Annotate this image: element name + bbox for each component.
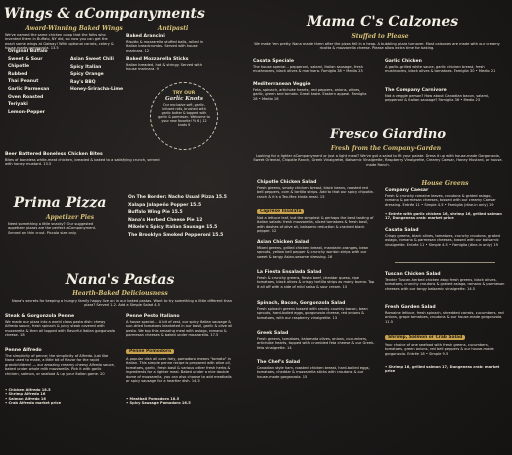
- salad-6-name: The Chef's Salad: [257, 360, 300, 365]
- wings-flavors-right: [70, 56, 123, 94]
- divider-flourish: [395, 262, 495, 263]
- alfredo-adds: • Chicken Alfredo 18.5 • Shrimp Alfredo 16 • Salmon Alfredo 16 • Crab Alfredo market price: [5, 388, 62, 406]
- wings-subtitle: Award-Winning Baked Wings: [25, 25, 123, 32]
- salad-5-name: Greek Salad: [257, 331, 289, 336]
- steak-title: Steak & Gorgonzola Penne: [5, 314, 75, 319]
- wings-flavors-left: [8, 48, 49, 116]
- steak-desc: We made our pizza into a world class pasta dish: chewy Alfredo sauce, fresh spinach & juicy steak covered with mozzarella & then all topped with flavorful Italian gorgonzola cheese. 18: [5, 320, 115, 338]
- pastas-intro: Nana's secrets for keeping a hungry family happy live on in our baked pastas. Want to try something a little different than pizza? Served 1-2. Add a Simple Salad 4.5: [12, 299, 232, 308]
- flavor-r4: Honey-Sriracha-Lime: [70, 87, 124, 93]
- wings-title: Wings & aCompanyments: [4, 6, 205, 22]
- salad-2-desc: Mixed greens, grilled chicken breast, mandarin oranges, bean sprouts, yellow bell pepper & crunchy wonton strips with our sweet & tangy Asian-sesame dressing. 16: [257, 246, 369, 259]
- pizza-subtitle: Appetizer Pies: [45, 214, 95, 221]
- flavor-r3: Ray's BBQ: [70, 79, 96, 85]
- salad-0-name: Chipotle Chicken Salad: [257, 180, 317, 185]
- salad-5-desc: Fresh greens, tomatoes, kalamata olives, onions, cucumbers, artichoke hearts, topped with crumbled feta cheese & our Greek-feta vinaigrette. 14: [257, 337, 375, 350]
- garlic-desc: Our exclusive soft, garlic-infused rolls, brushed with garlic butter & topped with garlic & parmesan. Welcome to your new favorite! ½ 6 | 12 knots 9: [158, 103, 210, 127]
- shrimp-desc: Your choice of one seafood with fresh greens, cucumbers, tomatoes, green onions, red bell peppers & our house-made gorgonzola. Entrée 18 • Simple 9.5: [385, 343, 494, 356]
- pomodoro-desc: A popular dish all over Italy, pomodoro means "tomato" in Italian. This simple penne recipe is prepared with olive oil, tomatoes, garlic, fresh basil & various other fresh herbs & ingredients for a lighter meal. Baked under a nice double dome of mozzarella, you can also choose to add meatballs or spicy sausage for a heartier dish. 14.5: [126, 357, 232, 384]
- flavor-8: Lemon-Pepper: [8, 109, 45, 115]
- pizza-item-2: Buffalo Wing Pie 15.5: [128, 210, 183, 216]
- pizza-items: [128, 194, 227, 240]
- flavor-r2: Spicy Orange: [70, 72, 104, 78]
- giardino-subtitle: Fresh from the Company-Garden: [330, 145, 442, 152]
- pesto-desc: A house special... A bit of zest, our spicy Italian sausage & sun-dried tomatoes blanketed in our basil, garlic & olive oil pesto. We top this amazing meal with asiago, romano & parmesan cheeses & baked under mozzarella. 17.5: [126, 320, 233, 338]
- mozz-desc: Italian breaded, hot & stringy. Served with house marinara. 9: [126, 63, 202, 72]
- flavor-r0: Asian Sweet Chili: [70, 57, 114, 62]
- garlic-title: Garlic Knots: [165, 96, 203, 102]
- antipasti-subtitle: Antipasti: [157, 25, 189, 32]
- flavor-5: Garlic Parmesan: [8, 86, 50, 92]
- salad-1-desc: Not a lettuce leaf, but the simplest & perhaps the best tasting of Italian salads: fresh mozzarella, sliced tomatoes & fresh basil, with dashes of olive oil, balsamic reduction & cracked black pepper. 12: [257, 216, 374, 234]
- casata-desc: The house special... pepperoni, salami, Italian sausage, fresh mushrooms, black olives & marinara. Famiglia 38 • Medio 23: [253, 65, 363, 74]
- flavor-6: Oven Roasted: [8, 94, 44, 100]
- med-desc: Feta, spinach, artichoke hearts, red peppers, onions, olives, garlic, green and tomato. Great taste. Eastern appeal. Famiglia 28 • Medio 18: [253, 88, 367, 101]
- arancini-desc: Risotto & mozzarella stuffed balls, rolled in Italian breadcrumbs. Served with house marinara. 12: [126, 40, 204, 53]
- caesar-title: Company Caesar: [385, 188, 429, 193]
- calzones-subtitle: Stuffed to Please: [351, 33, 409, 40]
- pastas-subtitle: Hearth-Baked Deliciousness: [72, 290, 168, 297]
- flavor-0: Original Buffalo: [8, 49, 48, 54]
- salad-3-name: La Fiesta Ensalada Salad: [257, 270, 322, 275]
- garlic-calzone-desc: A garlic-grilled white sauce, garlic chicken breast, fresh mushrooms, black olives & tomatoes. Famiglia 30 • Medio 21: [385, 65, 496, 74]
- pizza-title: Prima Pizza: [13, 195, 107, 211]
- flavor-7: Teriyaki: [8, 102, 28, 108]
- calzones-intro: We make 'em pretty. Nana made them after the pizza fell in a heap. A bubbling pizza turnover. Most calzones are made with our creamy ricotta & mozzarella cheese. Please allow extra time for baking.: [254, 42, 500, 51]
- salad-0-desc: Fresh greens, smoky chicken breast, black beans, roasted red bell peppers, corn & tortilla strips. Add to that our spicy chipotle-ranch & it's a Tex-Mex kinda meal. 15: [257, 186, 374, 199]
- bites-title: Beer Battered Boneless Chicken Bites: [5, 152, 103, 157]
- pizza-item-4: Mikele's Spicy Italian Sausage 15.5: [128, 225, 218, 231]
- carnivore-desc: Not a veggie person? How about Canadian bacon, salami, pepperoni & Italian sausage? Famiglia 36 • Medio 23: [385, 94, 490, 103]
- tuscan-title: Tuscan Chicken Salad: [385, 272, 441, 277]
- shrimp-adds: • Shrimp 16, grilled salmon 17, Dungeness crab: market price: [385, 365, 500, 374]
- pizza-item-3: Nana's Herbed Cheese Pie 12: [128, 217, 203, 223]
- flavor-r1: Spicy Italian: [70, 64, 102, 70]
- salad-6-desc: Canadian style ham, roasted chicken breast, hard-boiled eggs, tomatoes, cheddar & mozzarella sticks with croutons & our house-made gorgonzola. 15: [257, 366, 370, 379]
- flavor-3: Rubbed: [8, 71, 28, 77]
- salad-4-name: Spinach, Bacon, Gorgonzola Salad: [257, 301, 346, 306]
- house-greens-label: House Greens: [421, 180, 469, 187]
- salad-3-desc: Fresh & crunchy greens, fiesta beef, cheddar queso, ripe tomatoes, black olives & crispy tortilla strips as many bueno. Top it all off with a side of mild salsa & sour cream. 15: [257, 276, 375, 289]
- arancini-title: Baked Arancini: [126, 34, 165, 39]
- pizza-intro: Need something a little snacky? Our suggested appetizer pizzas are the perfect aCompanyment. Served on thin crust. Piccolo size only.: [8, 222, 97, 235]
- bites-desc: Bites of boneless white-meat chicken, breaded & baked to a satisfying crunch, served with honey mustard. 13.5: [5, 158, 160, 167]
- carnivore-title: The Company Carnivore: [385, 88, 447, 93]
- wings-intro: We've named the same chicken coop that the folks who invented them in Buffalo, NY did, so now you can get the exact same wings at Galway! With optional carrots, celery & house-made gorgonzola. 13.5: [5, 33, 114, 51]
- garden-title: Fresh Garden Salad: [385, 305, 436, 310]
- flavor-4: Thai Peanut: [8, 79, 39, 85]
- alfredo-title: Penne Alfredo: [5, 348, 42, 353]
- mozz-title: Baked Mozzarella Sticks: [126, 57, 189, 62]
- calzones-title: Mama C's Calzones: [306, 14, 459, 30]
- alfredo-desc: The simplicity of penne; the simplicity of Alfredo. Just like Nana used to make, a little bit of flavor for the rapid grandchildren! — our amazing creamy cheesy Alfredo sauce, baked under whole milk mozzarella. Pick it with garlic chicken, salmon, or seafood & up your Italian game. 20: [5, 354, 115, 376]
- med-title: Mediterranean Veggie: [253, 82, 311, 87]
- salad-2-name: Asian Chicken Salad: [257, 240, 310, 245]
- pizza-item-0: On The Border: Nacho Usual Pizza 15.5: [128, 195, 227, 200]
- pastas-title: Nana's Pastas: [65, 272, 175, 288]
- casata-salad-desc: Crispy greens, black olives, tomatoes, crunchy croutons, grated asiago, romano & parmesan cheeses, tossed with our balsamic vinaigrette. Entrée 11 • Simple 4.5 • Famiglia (dine-in only) 19: [385, 234, 500, 247]
- giardino-title: Fresco Giardino: [329, 127, 447, 142]
- pizza-item-5: The Brooklyn Smoked Pepperoni 15.5: [128, 232, 224, 238]
- caesar-adds: • Entrée with garlic chicken 16, shrimp 16, grilled salmon 17, Dungeness crab: market price: [385, 212, 502, 221]
- casata-salad-title: Casata Salad: [385, 228, 419, 233]
- pomodoro-adds: • Meatball Pomodoro 18.5 • Spicy Sausage Pomodoro 16.5: [126, 397, 191, 406]
- salad-1-name: Caprese Insalata: [257, 209, 304, 214]
- pizza-item-1: Xalapa Jalapeño Popper 15.5: [128, 202, 202, 208]
- garlic-calzone-title: Garlic Chicken: [385, 59, 422, 64]
- garlic-top: TRY OUR: [172, 91, 196, 96]
- casata-title: Casata Speciale: [253, 59, 295, 64]
- garlic-knots-badge: [150, 82, 218, 150]
- giardino-intro: Looking for a lighter aCompanyment or just a light meal? We've got a salad to fit your palate. Dress it up with house-made Gorgonzola, Sweet Oriental, Chipotle Ranch, Greek Vinaigrette, Balsamic Vinaigrette, Raspberry Vinaigrette, Creamy Caesar, Honey Mustard, or house-made Ranch.: [253, 154, 503, 167]
- pomodoro-label: Penne Pomodoro: [126, 349, 174, 354]
- garden-desc: Romaine lettuce, fresh spinach, shredded carrots, cucumbers, red onions, grape tomatoes, croutons & our house-made gorgonzola. 11.5: [385, 311, 504, 324]
- shrimp-label: Shrimp, Salmon or Crab Salad: [385, 335, 465, 340]
- pesto-title: Penne Pesto Italiano: [126, 314, 180, 319]
- flavor-2: Chipotle: [8, 64, 30, 70]
- tuscan-desc: Tender Tuscan-herbed chicken atop fresh greens, black olives, tomatoes, crunchy croutons & grated asiago, romano & parmesan cheeses with our tangy balsamic vinaigrette. 14.5: [385, 278, 505, 291]
- salad-4-desc: Fresh spinach greens tossed with smoky country bacon, bean sprouts, hard-boiled eggs, gorgonzola cheese, red onions & tomatoes, with our raspberry vinaigrette. 13: [257, 307, 368, 320]
- caesar-desc: Fresh & crunchy romaine leaves, croutons & grated asiago, romano & parmesan cheeses, tossed with our creamy Caesar dressing. Entrée 11 • Simple 4.5 • Famiglia (dine-in only) 19: [385, 194, 496, 207]
- flavor-1: Sweet & Sour: [8, 56, 43, 62]
